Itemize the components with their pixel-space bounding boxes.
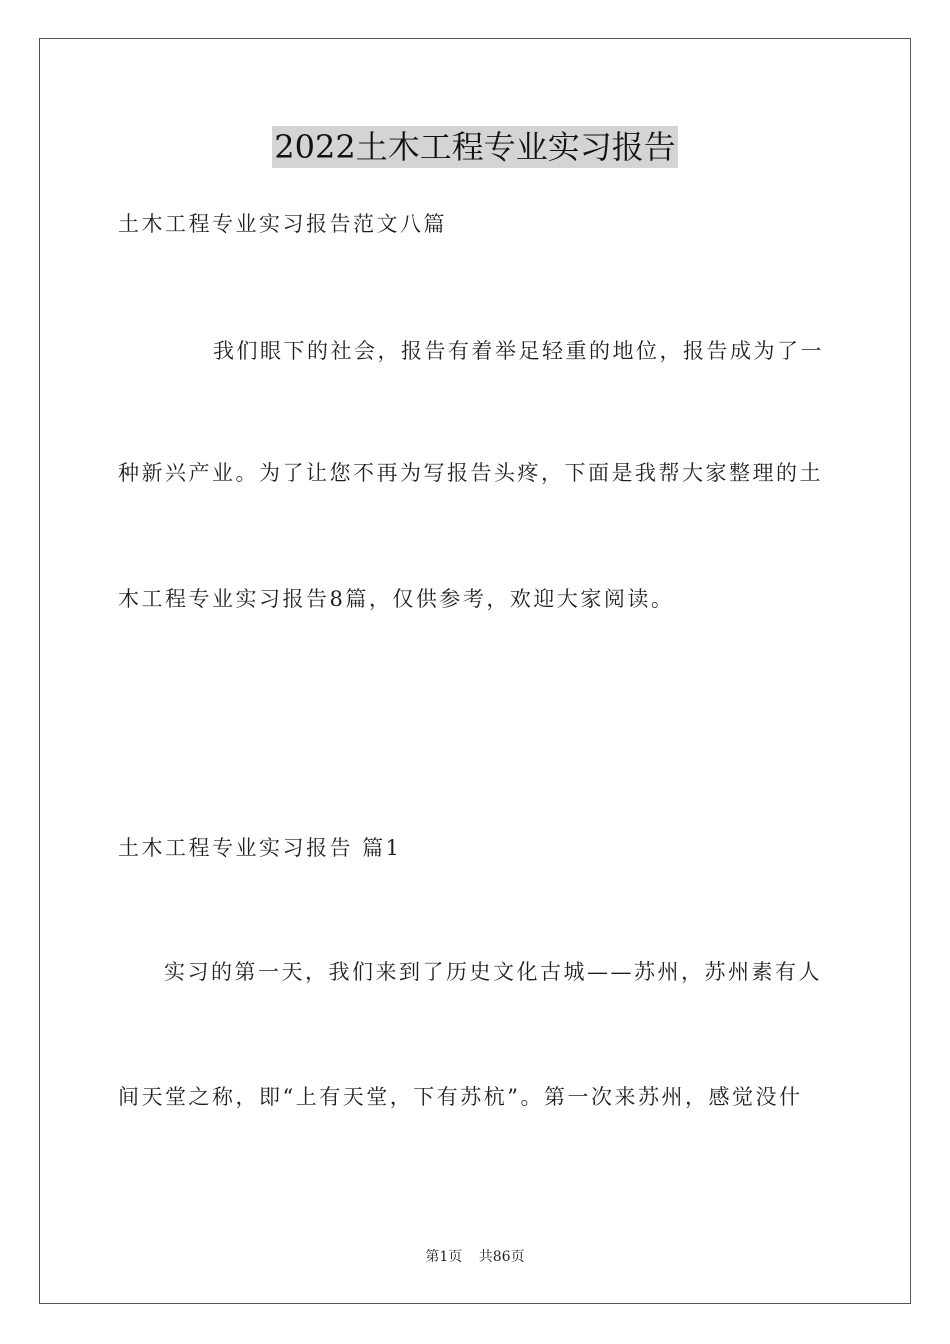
page-number: 第1页 [425,1249,463,1265]
document-subtitle[interactable]: 土木工程专业实习报告范文八篇 [118,212,447,236]
intro-line-3[interactable]: 木工程专业实习报告8篇，仅供参考，欢迎大家阅读。 [118,587,675,611]
intro-line-1[interactable]: 我们眼下的社会，报告有着举足轻重的地位，报告成为了一 [213,339,824,363]
section-heading[interactable]: 土木工程专业实习报告 篇1 [118,836,402,860]
page-total: 共86页 [478,1249,525,1265]
title-container [0,126,950,168]
document-title[interactable]: 2022土木工程专业实习报告 [274,128,676,166]
body-line-1[interactable]: 实习的第一天，我们来到了历史文化古城——苏州，苏州素有人 [164,960,822,984]
page-footer [0,1248,950,1266]
intro-line-2[interactable]: 种新兴产业。为了让您不再为写报告头疼，下面是我帮大家整理的土 [118,461,823,485]
body-line-2[interactable]: 间天堂之称，即“上有天堂，下有苏杭”。第一次来苏州，感觉没什 [118,1085,803,1109]
